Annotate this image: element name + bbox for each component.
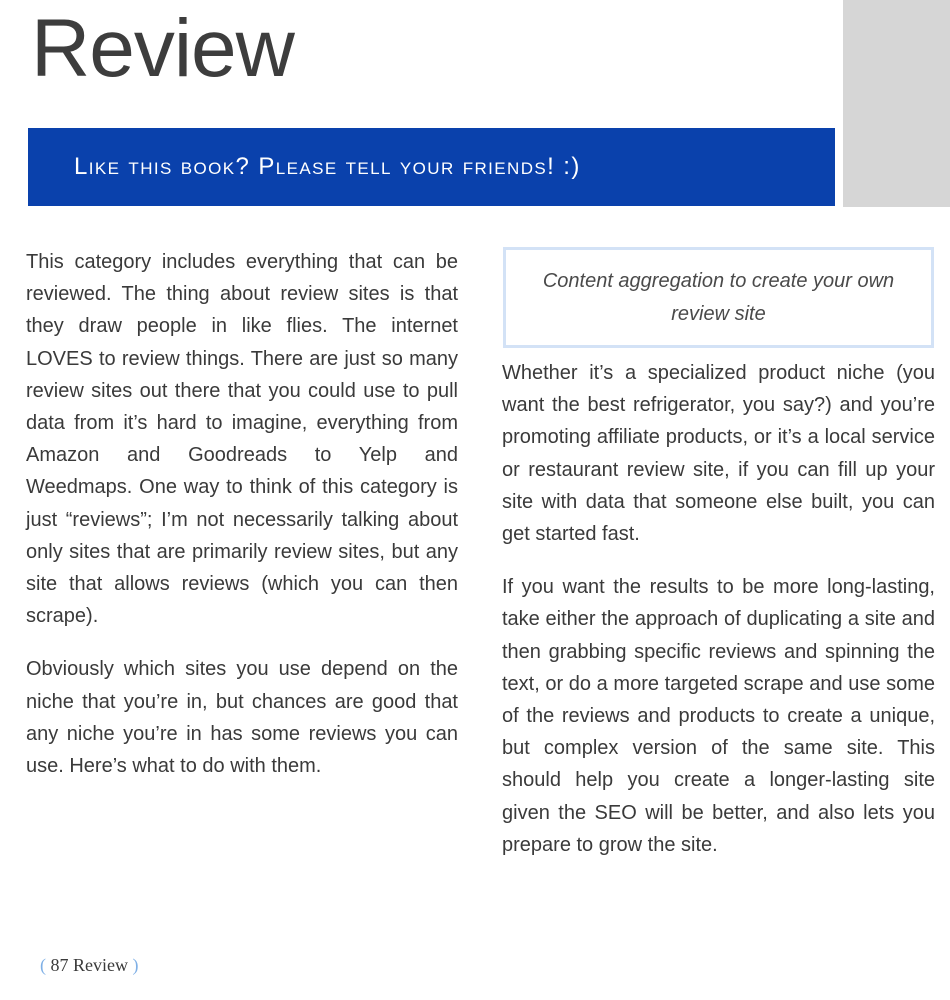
paragraph: If you want the results to be more long-lasting, take either the approach of duplicating a site and then grabbing specific reviews and spinning the text, or do a more targeted scrape and use some of the reviews and products to create a unique, but complex version of the same site. This should help you create a longer-lasting site given the SEO will be better, and also lets you prepare to grow the site. xyxy=(502,576,935,856)
page-footer xyxy=(40,955,138,976)
left-column xyxy=(26,246,458,803)
paragraph: This category includes everything that can be reviewed. The thing about review sites is that they draw people in like flies. The internet LOVES to review things. There are just so many review sites out there that you could use to pull data from it’s hard to imagine, everything from Amazon and Goodreads to Yelp and Weedmaps. One way to think of this category is just “reviews”; I’m not necessarily talking about only sites that are primarily review sites, but any site that allows reviews (which you can then scrape). xyxy=(26,251,458,628)
footer-open-paren: ( xyxy=(40,955,46,975)
page-number-label: 87 Review xyxy=(50,955,128,975)
paragraph: Whether it’s a specialized product niche (you want the best refrigerator, you say?) and you’re promoting affiliate products, or it’s a local service or restaurant review site, if you can fill up your site with data that someone else built, you can get started fast. xyxy=(502,362,935,546)
share-banner xyxy=(28,128,835,206)
page-title: Review xyxy=(31,3,294,94)
callout-text: Content aggregation to create your own review site xyxy=(542,269,895,325)
footer-close-paren: ) xyxy=(132,955,139,975)
callout-box xyxy=(503,247,934,348)
share-banner-text: Like this book? Please tell your friends! :) xyxy=(74,153,581,180)
right-column xyxy=(502,357,935,882)
side-gray-block xyxy=(843,0,950,207)
paragraph: Obviously which sites you use depend on the niche that you’re in, but chances are good that any niche you’re in has some reviews you can use. Here’s what to do with them. xyxy=(26,658,458,778)
